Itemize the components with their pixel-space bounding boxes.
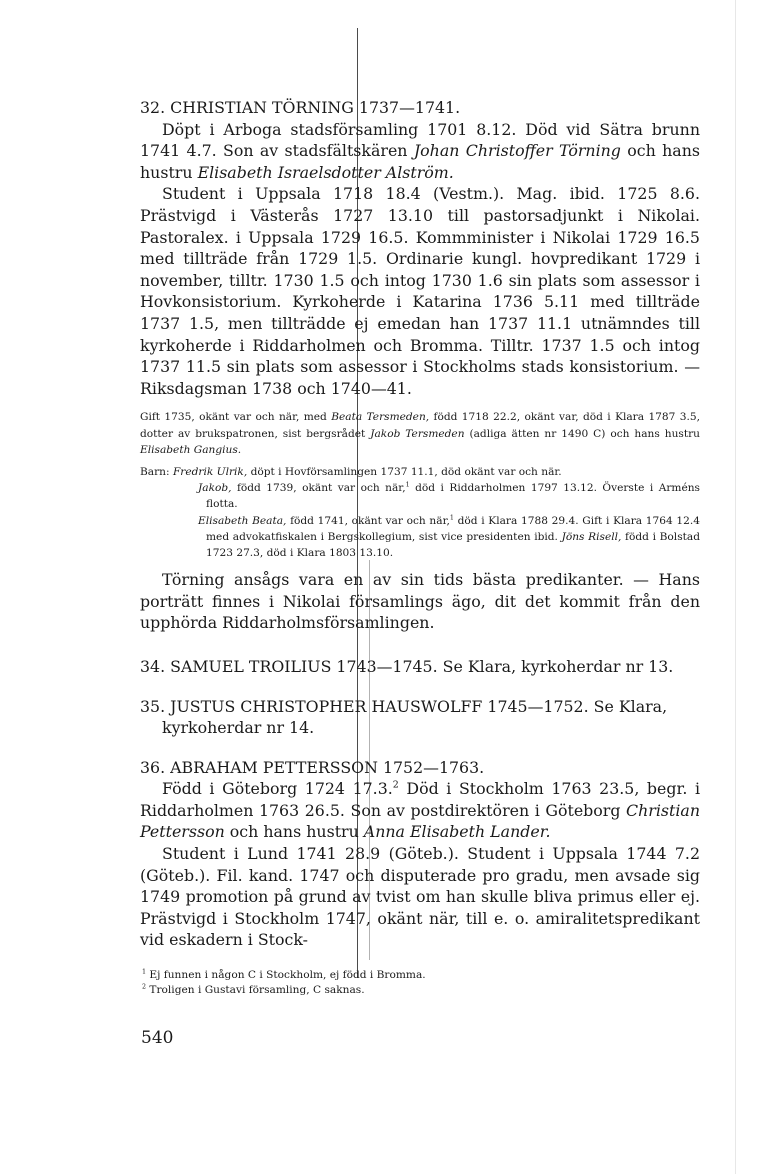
footnotes [140, 963, 700, 998]
entry-32-heading: 32. CHRISTIAN TÖRNING 1737—1741. [140, 98, 461, 117]
mother-name: Elisabeth Israelsdotter Alström. [197, 162, 454, 182]
entry-36-career-paragraph: Student i Lund 1741 28.9 (Göteb.). Student i Uppsala 1744 7.2 (Göteb.). Fil. kand. 1747 och disputerade pro gradu, men avsade sig 1749 promotion på grund av tvist om han skulle bliva primus eller ej. Prästvigd i Stockholm 1747, okänt när, till e. o. amiralitetspredikant vid eskadern i Stock- [140, 844, 700, 950]
entry-36 [140, 757, 700, 951]
entry-32-birth-paragraph: Döpt i Arboga stadsförsamling 1701 8.12. Död vid Sätra brunn 1741 4.7. Son av stadsfältskären Johan Christoffer Törning och hans hustru Elisabeth Israelsdotter Alström. [140, 119, 700, 182]
entry-36-birth-paragraph: Född i Göteborg 1724 17.3.$^2$ Död i Stockholm 1763 23.5, begr. i Riddarholmen 1763 26.5. Son av postdirektören i Göteborg Christian Pettersson och hans hustru Anna Elisabeth Lander. [140, 779, 700, 842]
entry-32-closing: Törning ansågs vara en av sin tids bästa predikanter. — Hans porträtt finnes i Nikolai församlings ägo, dit det kommit från den upphörda Riddarholmsförsamlingen. [140, 570, 700, 633]
page-number: 540 [141, 1028, 174, 1048]
page-edge [735, 0, 736, 1174]
entry-32-children [140, 464, 700, 561]
father-name: Johan Christoffer Törning [413, 141, 621, 161]
child-1: Barn: Fredrik Ulrik, döpt i Hovförsamlingen 1737 11.1, död okänt var och när. [140, 465, 562, 478]
footnote-2: $^2$ Troligen i Gustavi församling, C saknas. [142, 983, 365, 997]
entry-32-marriage: Gift 1735, okänt var och när, med Beata Tersmeden, född 1718 22.2, okänt var, död i Klara 1787 3.5, dotter av brukspatronen, sist bergsrådet Jakob Tersmeden (adliga ätten nr 1490 C) och hans hustru Elisabeth Gangius. [140, 411, 701, 456]
child-2: Jakob, född 1739, okänt var och när,$^1$ död i Riddarholmen 1797 13.12. Överste i Arméns flotta. [198, 481, 700, 511]
entry-35: 35. JUSTUS CHRISTOPHER HAUSWOLFF 1745—1752. Se Klara, kyrkoherdar nr 14. [140, 696, 668, 738]
entry-32-career-paragraph: Student i Uppsala 1718 18.4 (Vestm.). Mag. ibid. 1725 8.6. Prästvigd i Västerås 1727 13.10 till pastorsadjunkt i Nikolai. Pastoralex. i Uppsala 1729 16.5. Kommminister i Nikolai 1729 16.5 med tillträde från 1729 1.5. Ordinarie kungl. hovpredikant 1729 i november, tilltr. 1730 1.5 och intog 1730 1.6 sin plats som assessor i Hovkonsistorium. Kyrkoherde i Katarina 1736 5.11 med tillträde 1737 1.5, men tillträdde ej emedan han 1737 11.1 utnämndes till kyrkoherde i Riddarholmen och Bromma. Tilltr. 1737 1.5 och intog 1737 11.5 sin plats som assessor i Stockholms stads konsistorium. — Riksdagsman 1738 och 1740—41. [140, 184, 700, 398]
text-column [140, 97, 700, 998]
footnote-1: $^1$ Ej funnen i någon C i Stockholm, ej född i Bromma. [142, 968, 426, 982]
entry-32 [140, 97, 700, 399]
child-3: Elisabeth Beata, född 1741, okänt var och när,$^1$ död i Klara 1788 29.4. Gift i Klara 1764 12.4 med advokatfiskalen i Bergskollegium, sist vice presidenten ibid. Jöns Risell, född i Bolstad 1723 27.3, död i Klara 1803 13.10. [198, 514, 700, 559]
entry-34: 34. SAMUEL TROILIUS 1743—1745. Se Klara, kyrkoherdar nr 13. [140, 656, 674, 676]
entry-36-heading: 36. ABRAHAM PETTERSSON 1752—1763. [140, 757, 485, 777]
